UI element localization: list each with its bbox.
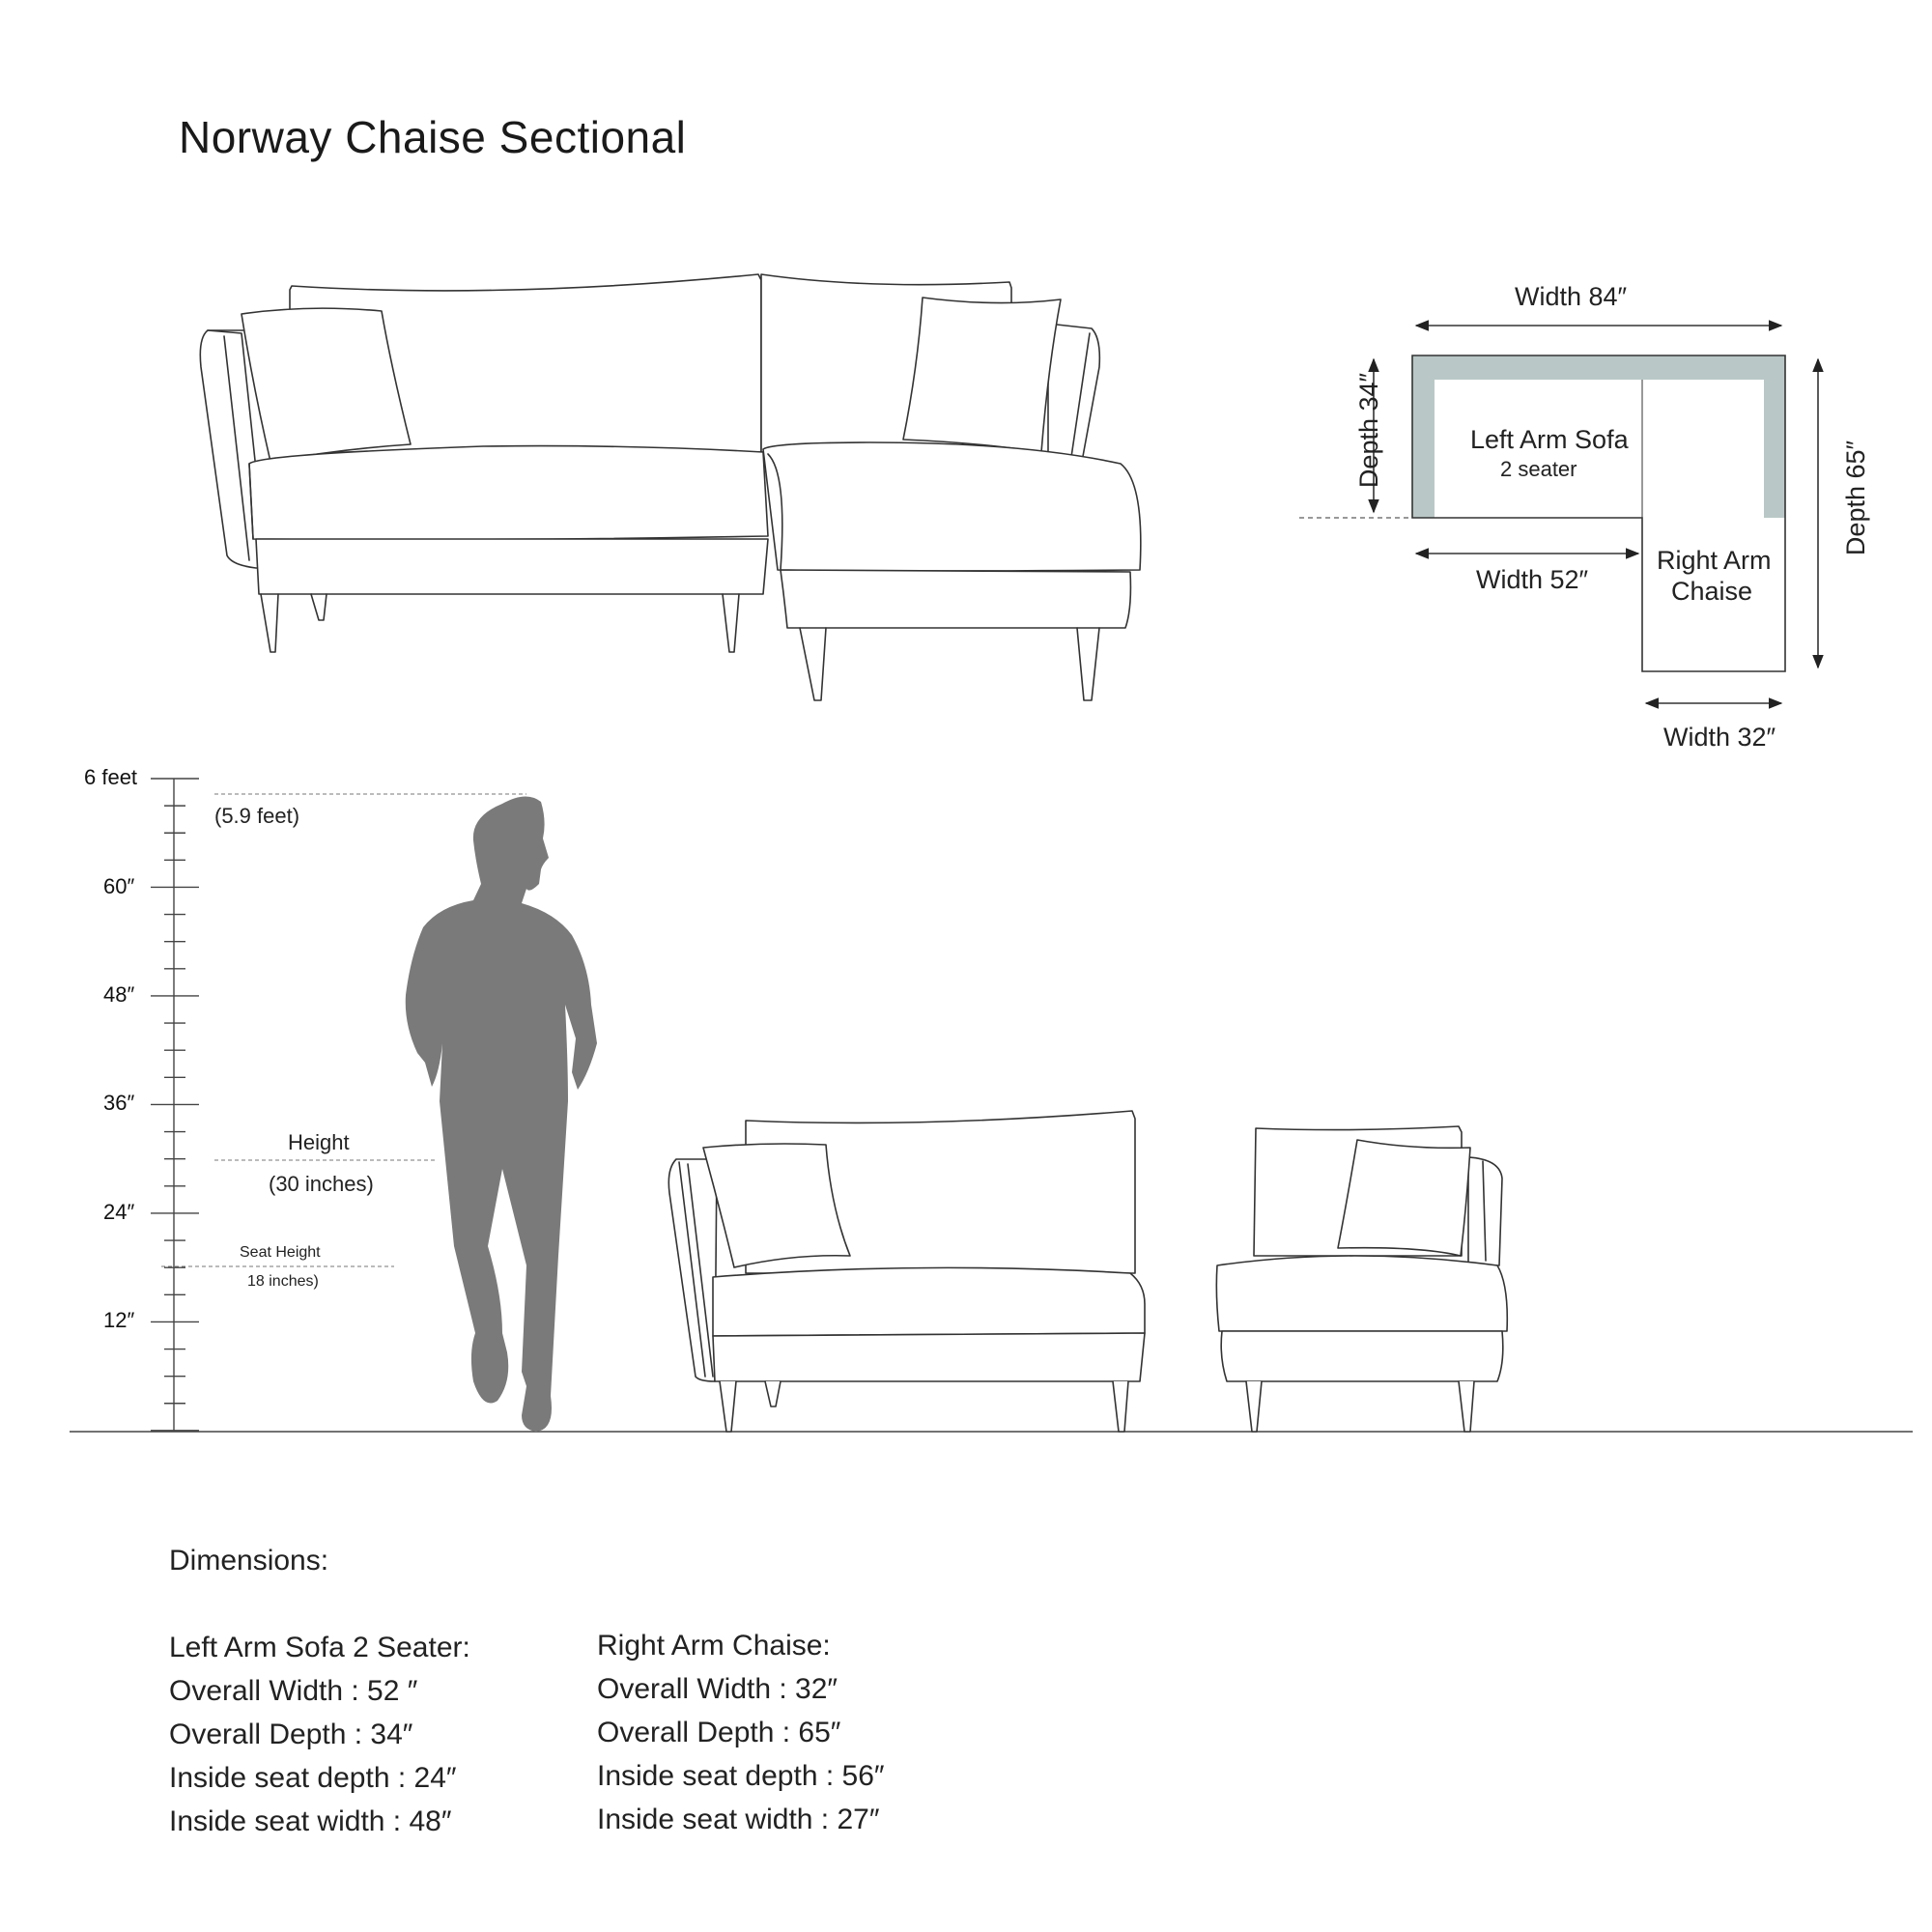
chaise-spec-title: Right Arm Chaise: (597, 1630, 831, 1662)
sofa-spec-line: Overall Width : 52 ″ (169, 1675, 418, 1707)
scale-tick-label: 36″ (103, 1091, 135, 1115)
sofa-spec-title: Left Arm Sofa 2 Seater: (169, 1632, 470, 1663)
chaise-spec-line: Overall Width : 32″ (597, 1673, 838, 1705)
sofa-spec-line: Inside seat width : 48″ (169, 1805, 452, 1837)
dimensions-heading: Dimensions: (169, 1545, 329, 1577)
plan-width-total: Width 84″ (1515, 282, 1628, 311)
scale-tick-label: 60″ (103, 874, 135, 898)
chaise-front-view (1216, 1126, 1507, 1432)
scale-tick-label: 6 feet (84, 765, 138, 789)
person-silhouette (406, 796, 597, 1432)
chaise-spec-line: Overall Depth : 65″ (597, 1717, 841, 1748)
sectional-illustration (200, 274, 1141, 700)
sofa-front-view (668, 1111, 1145, 1432)
plan-depth-left: Depth 34″ (1354, 372, 1384, 489)
height-label: Height (288, 1130, 350, 1154)
plan-width-sofa: Width 52″ (1476, 565, 1589, 594)
person-height-label: (5.9 feet) (214, 804, 300, 828)
sofa-spec-line: Overall Depth : 34″ (169, 1719, 413, 1750)
scale-tick-label: 48″ (103, 982, 135, 1007)
seat-height-value: 18 inches) (247, 1273, 319, 1290)
plan-chaise-label-2: Chaise (1671, 577, 1753, 606)
plan-sofa-label: Left Arm Sofa (1470, 425, 1629, 454)
plan-depth-right: Depth 65″ (1841, 440, 1871, 556)
chaise-spec-list (597, 1624, 885, 1841)
chaise-spec-line: Inside seat width : 27″ (597, 1804, 880, 1835)
plan-width-chaise: Width 32″ (1663, 723, 1776, 752)
plan-sofa-sub: 2 seater (1500, 457, 1577, 481)
sofa-spec-line: Inside seat depth : 24″ (169, 1762, 457, 1794)
seat-height-label: Seat Height (240, 1244, 321, 1261)
scale-tick-label: 12″ (103, 1308, 135, 1332)
scale-tick-label: 24″ (103, 1200, 135, 1224)
height-scale-ruler (151, 779, 199, 1432)
page-title: Norway Chaise Sectional (179, 112, 687, 162)
chaise-spec-line: Inside seat depth : 56″ (597, 1760, 885, 1792)
height-value: (30 inches) (269, 1172, 374, 1196)
sofa-spec-list (169, 1626, 470, 1843)
plan-chaise-label-1: Right Arm (1657, 546, 1772, 575)
